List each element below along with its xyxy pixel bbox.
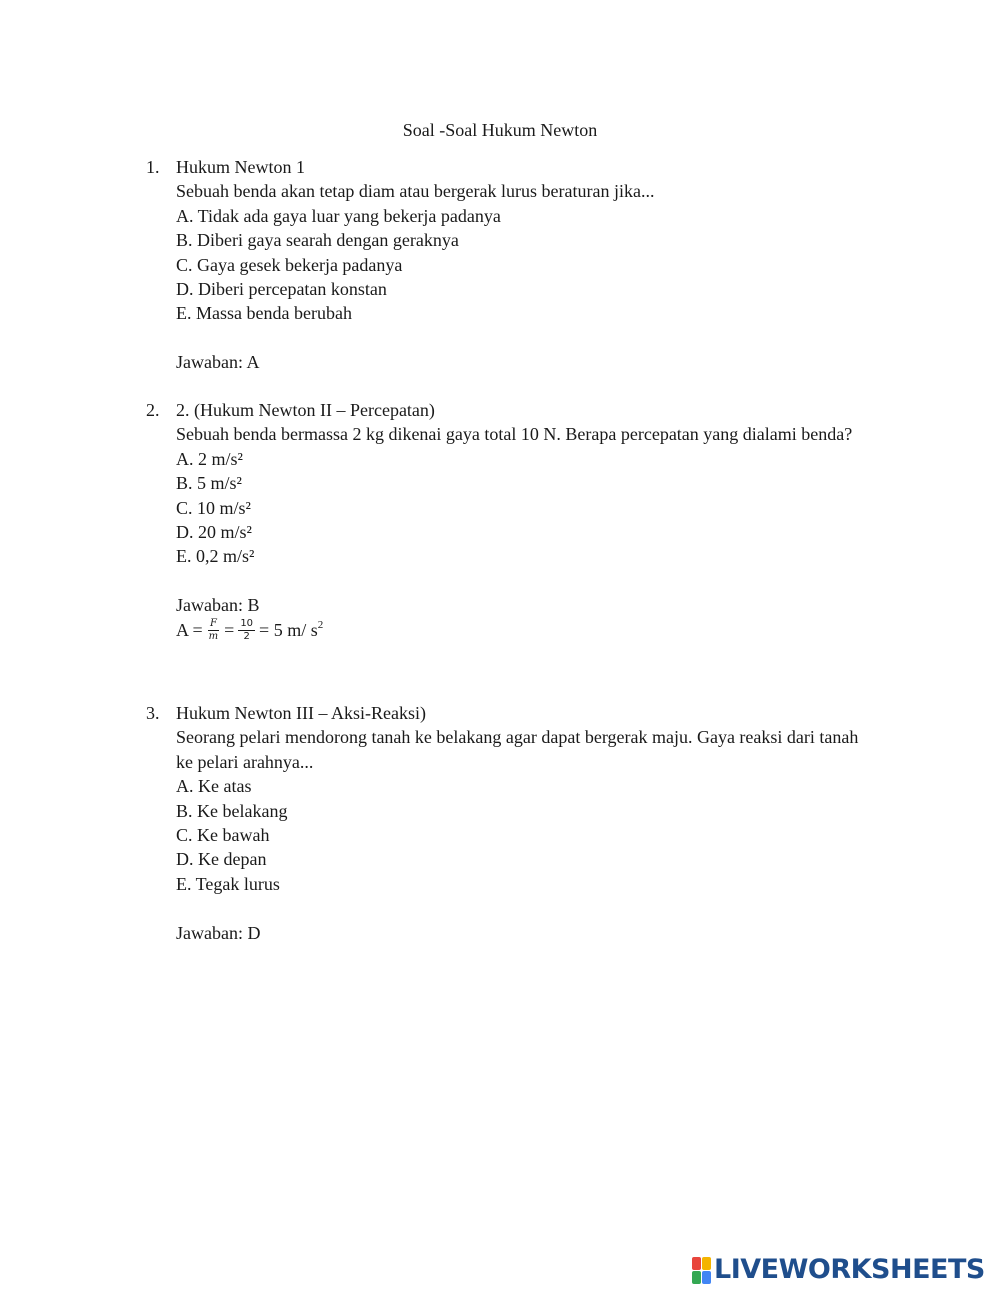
question-heading: 2. (Hukum Newton II – Percepatan) (176, 400, 435, 420)
option-e: E. Massa benda berubah (176, 303, 352, 324)
answer: Jawaban: D (176, 922, 261, 943)
option-a: A. Tidak ada gaya luar yang bekerja padanya (176, 205, 501, 226)
fraction-numerator: F (209, 618, 217, 630)
question-prompt: Seorang pelari mendorong tanah ke belakang agar dapat bergerak maju. Gaya reaksi dari tanah ke pelari arahnya... (176, 727, 859, 772)
question-heading: Hukum Newton 1 (176, 157, 305, 177)
question-prompt: Sebuah benda akan tetap diam atau bergerak lurus beraturan jika... (176, 181, 655, 202)
spacer (176, 569, 886, 593)
formula-result-text: = 5 m/ s (259, 620, 318, 641)
fraction-numerator: 10 (240, 618, 254, 630)
formula-result (259, 618, 323, 642)
fraction-denominator: m (208, 631, 219, 643)
logo-cell (702, 1271, 711, 1284)
fraction-force-over-mass (207, 618, 220, 643)
question-1 (146, 155, 886, 375)
logo-cell (692, 1257, 701, 1270)
page-title: Soal -Soal Hukum Newton (402, 120, 598, 140)
option-c: C. Ke bawah (176, 825, 270, 846)
option-a: A. Ke atas (176, 776, 252, 797)
spacer (176, 326, 886, 350)
option-a: A. 2 m/s² (176, 448, 243, 469)
logo-text: LIVEWORKSHEETS (714, 1254, 985, 1285)
question-2 (146, 398, 886, 646)
question-number: 2. (146, 400, 160, 420)
question-number: 3. (146, 703, 160, 723)
question-number: 1. (146, 157, 160, 177)
formula (176, 616, 886, 646)
option-e: E. 0,2 m/s² (176, 546, 255, 567)
logo-cell (692, 1271, 701, 1284)
formula-lhs: A = (176, 620, 203, 641)
answer: Jawaban: A (176, 352, 260, 373)
formula-equals: = (224, 620, 235, 641)
option-b: B. Diberi gaya searah dengan geraknya (176, 230, 459, 251)
question-3 (146, 701, 886, 945)
fraction-values (238, 618, 255, 643)
option-d: D. 20 m/s² (176, 522, 252, 543)
liveworksheets-logo (692, 1256, 985, 1284)
option-b: B. 5 m/s² (176, 473, 242, 494)
fraction-denominator: 2 (243, 631, 250, 643)
option-d: D. Diberi percepatan konstan (176, 279, 387, 300)
logo-cell (702, 1257, 711, 1270)
option-b: B. Ke belakang (176, 800, 288, 821)
question-heading: Hukum Newton III – Aksi-Reaksi) (176, 703, 426, 723)
answer: Jawaban: B (176, 595, 260, 616)
question-prompt: Sebuah benda bermassa 2 kg dikenai gaya total 10 N. Berapa percepatan yang dialami benda? (176, 424, 853, 445)
spacer (176, 896, 886, 920)
option-d: D. Ke depan (176, 849, 267, 870)
option-e: E. Tegak lurus (176, 873, 280, 894)
option-c: C. Gaya gesek bekerja padanya (176, 254, 403, 275)
formula-exponent: 2 (317, 619, 324, 632)
option-c: C. 10 m/s² (176, 497, 251, 518)
liveworksheets-logo-icon (692, 1257, 710, 1283)
